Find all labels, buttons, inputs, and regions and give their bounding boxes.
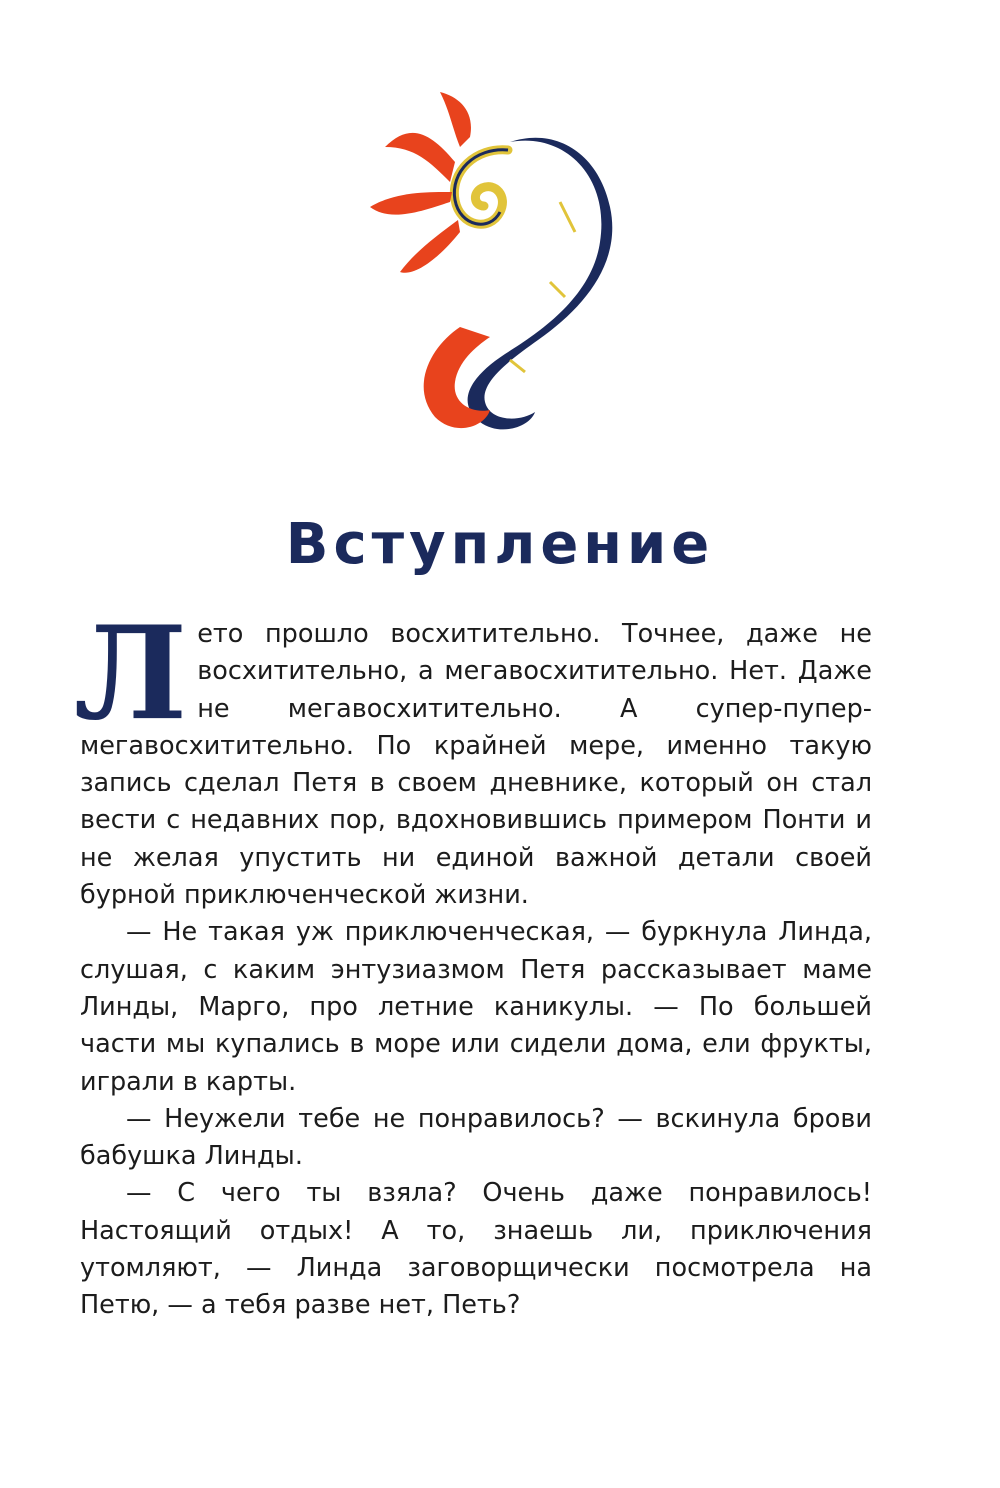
ornament-red-leaf-3 [370, 192, 452, 215]
ornament-red-leaf-2 [440, 92, 471, 147]
ornament-white-stroke [510, 154, 589, 337]
drop-cap: Л [74, 599, 188, 749]
paragraph-1 [74, 599, 872, 914]
ornament-red-leaf-4 [400, 220, 460, 273]
chapter-title: Вступление [285, 512, 715, 577]
paragraph-1-text: ето прошло восхитительно. Точнее, даже не восхитительно, а мегавосхитительно. Нет. Даже не мегавосхитительно. А супер-пупер-мегавосхитительно. По крайней мере, именно такую запись сделал Петя в своем дневнике, который он стал вести с недавних пор, вдохновившись примером Понти и не желая упустить ни единой важной детали своей бурной приключенческой жизни. [80, 619, 872, 911]
paragraph-2: — Не такая уж приключенческая, — буркнула Линда, слушая, с каким энтузиазмом Петя рассказывает маме Линды, Марго, про летние каникулы. — По большей части мы купались в море или сидели дома, ели фрукты, играли в карты. [80, 917, 872, 1097]
question-mark-ornament-icon [360, 92, 630, 442]
ornament-red-leaf-1 [385, 133, 455, 182]
paragraph-4: — С чего ты взяла? Очень даже понравилось! Настоящий отдых! А то, знаешь ли, приключения утомляют, — Линда заговорщически посмотрела на Петю, — а тебя разве нет, Петь? [80, 1178, 872, 1321]
paragraph-3: — Неужели тебе не понравилось? — вскинула брови бабушка Линды. [80, 1103, 872, 1172]
chapter-body [74, 599, 872, 1325]
ornament-navy-hook [468, 138, 613, 430]
